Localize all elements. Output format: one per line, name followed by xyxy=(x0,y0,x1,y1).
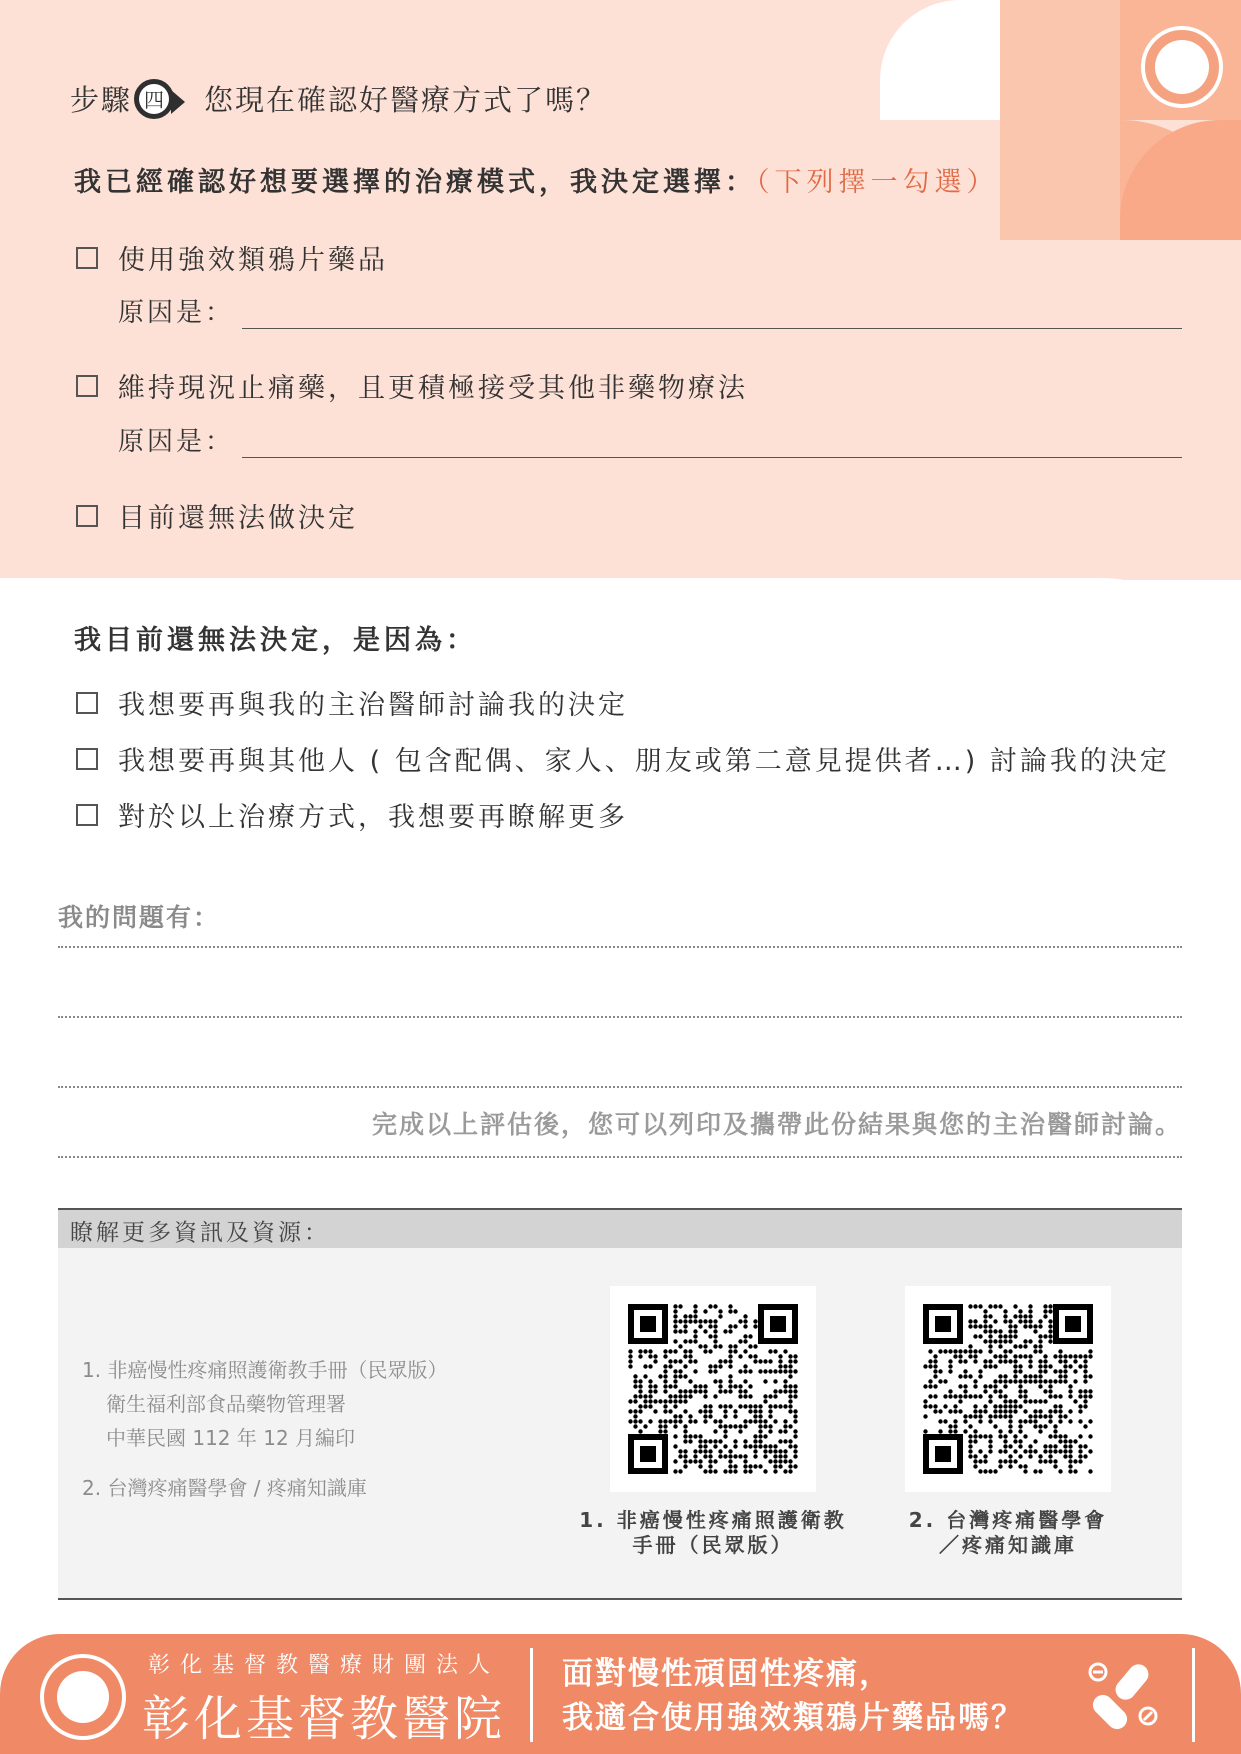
step-number-badge: 四 xyxy=(134,79,174,119)
reason-line[interactable] xyxy=(242,301,1182,329)
reason-field-2[interactable]: 原因是： xyxy=(118,421,1182,458)
option-strong-opioid[interactable]: 使用強效類鴉片藥品 xyxy=(76,238,388,277)
checkbox[interactable] xyxy=(76,375,98,397)
question-line[interactable] xyxy=(58,1086,1182,1088)
checkbox[interactable] xyxy=(76,748,98,770)
hospital-logo-icon xyxy=(1141,26,1223,108)
decision-note: （下列擇一勾選） xyxy=(756,167,999,198)
option-discuss-doctor[interactable]: 我想要再與我的主治醫師討論我的決定 xyxy=(76,683,628,722)
footer-banner xyxy=(0,1634,1241,1754)
divider xyxy=(1192,1648,1195,1742)
resources-list xyxy=(82,1353,447,1505)
question-line[interactable] xyxy=(58,1016,1182,1018)
footer-org-foundation: 彰化基督教醫療財團法人 xyxy=(148,1653,501,1678)
hospital-logo-icon xyxy=(40,1654,126,1740)
resource-item: 1. 非癌慢性疼痛照護衛教手冊（民眾版） xyxy=(82,1358,448,1382)
pill-icon xyxy=(1086,1658,1166,1738)
step-title xyxy=(70,78,607,119)
reason-field-1[interactable]: 原因是： xyxy=(118,292,1182,329)
resources-header: 瞭解更多資訊及資源： xyxy=(58,1210,1182,1248)
resource-item: 2. 台灣疼痛醫學會 / 疼痛知識庫 xyxy=(82,1476,367,1500)
option-undecided[interactable]: 目前還無法做決定 xyxy=(76,496,358,535)
questions-label: 我的問題有： xyxy=(58,903,221,932)
divider xyxy=(530,1648,533,1742)
checkbox[interactable] xyxy=(76,804,98,826)
option-discuss-others[interactable]: 我想要再與其他人 ( 包含配偶、家人、朋友或第二意見提供者…) 討論我的決定 xyxy=(76,739,1170,778)
option-maintain-current[interactable]: 維持現況止痛藥，且更積極接受其他非藥物療法 xyxy=(76,366,748,405)
qr-caption-1: 1. 非癌慢性疼痛照護衛教 手冊（民眾版） xyxy=(579,1508,847,1557)
undecided-heading: 我目前還無法決定，是因為： xyxy=(74,625,477,656)
decorative-block xyxy=(1000,0,1120,240)
footer-slogan: 面對慢性頑固性疼痛， 我適合使用強效類鴉片藥品嗎？ xyxy=(562,1656,1024,1736)
resource-date: 中華民國 112 年 12 月編印 xyxy=(106,1426,356,1450)
reason-line[interactable] xyxy=(242,430,1182,458)
qr-caption-2: 2. 台灣疼痛醫學會 ／疼痛知識庫 xyxy=(908,1508,1108,1557)
qr-code-1[interactable] xyxy=(610,1286,816,1492)
footnote: 完成以上評估後，您可以列印及攜帶此份結果與您的主治醫師討論。 xyxy=(371,1110,1182,1139)
qr-code-icon xyxy=(610,1286,816,1492)
checkbox[interactable] xyxy=(76,692,98,714)
question-line[interactable] xyxy=(58,946,1182,948)
resource-publisher: 衛生福利部食品藥物管理署 xyxy=(106,1392,346,1416)
decision-heading: 我已經確認好想要選擇的治療模式，我決定選擇：（下列擇一勾選） xyxy=(74,167,999,198)
question-line[interactable] xyxy=(58,1156,1182,1158)
footer-org-name: 彰化基督教醫院 xyxy=(142,1691,507,1747)
qr-code-2[interactable] xyxy=(905,1286,1111,1492)
step-question: 您現在確認好醫療方式了嗎？ xyxy=(204,83,608,117)
resources-panel xyxy=(58,1208,1182,1600)
checkbox[interactable] xyxy=(76,247,98,269)
option-learn-more[interactable]: 對於以上治療方式，我想要再瞭解更多 xyxy=(76,795,628,834)
checkbox[interactable] xyxy=(76,505,98,527)
qr-code-icon xyxy=(905,1286,1111,1492)
step-word: 步驟 xyxy=(70,83,133,117)
